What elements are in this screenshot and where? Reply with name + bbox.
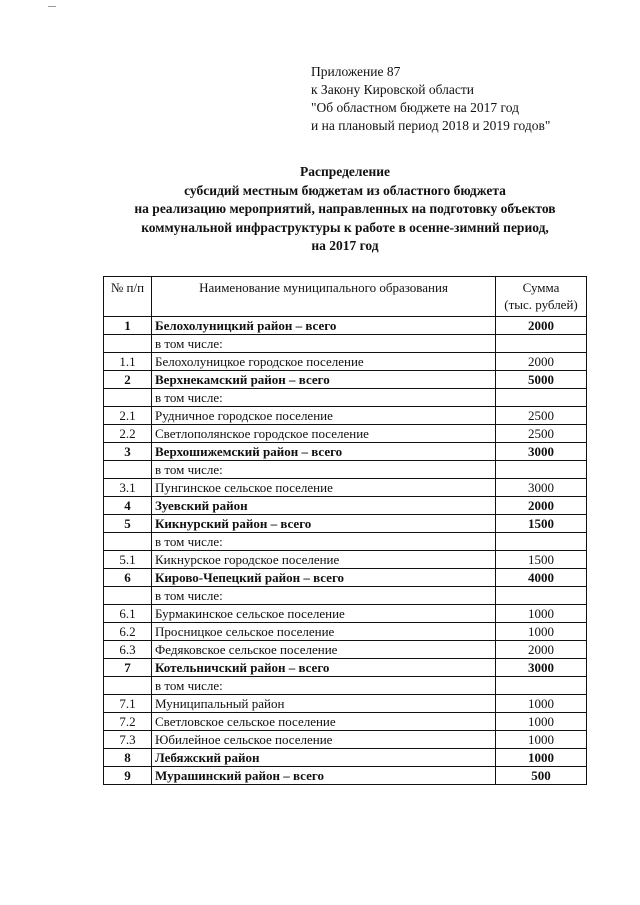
row-municipality: Белохолуницкий район – всего	[152, 317, 496, 335]
row-municipality: Юбилейное сельское поселение	[152, 731, 496, 749]
table-row	[104, 677, 587, 695]
row-number: 1	[104, 317, 152, 335]
row-amount: 3000	[496, 479, 587, 497]
row-amount: 2500	[496, 407, 587, 425]
row-municipality: в том числе:	[152, 533, 496, 551]
row-number: 8	[104, 749, 152, 767]
row-number: 3.1	[104, 479, 152, 497]
row-number: 2.1	[104, 407, 152, 425]
row-amount	[496, 587, 587, 605]
row-number	[104, 587, 152, 605]
row-amount	[496, 389, 587, 407]
row-municipality: Кирово-Чепецкий район – всего	[152, 569, 496, 587]
scan-mark	[48, 6, 56, 7]
table-row	[104, 317, 587, 335]
row-municipality: Бурмакинское сельское поселение	[152, 605, 496, 623]
table-row	[104, 659, 587, 677]
row-number: 2.2	[104, 425, 152, 443]
row-municipality: Зуевский район	[152, 497, 496, 515]
table-row	[104, 533, 587, 551]
appendix-line: "Об областном бюджете на 2017 год	[311, 100, 519, 115]
row-amount: 1000	[496, 695, 587, 713]
row-municipality: в том числе:	[152, 587, 496, 605]
header-amount-label: Сумма	[522, 280, 560, 295]
row-municipality: Кикнурский район – всего	[152, 515, 496, 533]
row-municipality: Мурашинский район – всего	[152, 767, 496, 785]
row-amount: 2000	[496, 317, 587, 335]
table-row	[104, 461, 587, 479]
table-row	[104, 731, 587, 749]
row-amount	[496, 335, 587, 353]
row-municipality: Муниципальный район	[152, 695, 496, 713]
row-number: 6.1	[104, 605, 152, 623]
title-line: Распределение	[299, 164, 391, 179]
header-municipality: Наименование муниципального образования	[152, 277, 496, 317]
table-row	[104, 389, 587, 407]
table-row	[104, 695, 587, 713]
table-row	[104, 551, 587, 569]
row-number: 6.2	[104, 623, 152, 641]
table-row	[104, 497, 587, 515]
row-number: 9	[104, 767, 152, 785]
row-number: 5.1	[104, 551, 152, 569]
row-amount	[496, 533, 587, 551]
header-number: № п/п	[104, 277, 152, 317]
row-number	[104, 461, 152, 479]
table-row	[104, 605, 587, 623]
table-row	[104, 569, 587, 587]
row-amount: 1000	[496, 731, 587, 749]
header-amount-unit: (тыс. рублей)	[504, 297, 578, 312]
title-line: коммунальной инфраструктуры к работе в осенне-зимний период,	[141, 219, 549, 235]
row-municipality: в том числе:	[152, 335, 496, 353]
row-municipality: в том числе:	[152, 389, 496, 407]
row-municipality: Рудничное городское поселение	[152, 407, 496, 425]
row-municipality: Верхнекамский район – всего	[152, 371, 496, 389]
appendix-line: к Закону Кировской области	[311, 82, 475, 97]
header-amount	[496, 277, 587, 317]
title-line: субсидий местным бюджетам из областного бюджета	[184, 182, 506, 198]
row-amount	[496, 677, 587, 695]
row-number: 3	[104, 443, 152, 461]
document-title	[100, 163, 590, 256]
row-amount: 1000	[496, 749, 587, 767]
row-municipality: Лебяжский район	[152, 749, 496, 767]
row-number: 5	[104, 515, 152, 533]
row-amount: 1000	[496, 713, 587, 731]
row-municipality: в том числе:	[152, 677, 496, 695]
table-row	[104, 749, 587, 767]
row-municipality: Верхошижемский район – всего	[152, 443, 496, 461]
appendix-line: Приложение 87	[311, 64, 401, 79]
title-line: на 2017 год	[311, 238, 379, 253]
table-row	[104, 767, 587, 785]
row-amount	[496, 461, 587, 479]
row-amount: 3000	[496, 443, 587, 461]
row-amount: 1500	[496, 515, 587, 533]
table-row	[104, 479, 587, 497]
row-municipality: Федяковское сельское поселение	[152, 641, 496, 659]
row-number	[104, 389, 152, 407]
row-municipality: Котельничский район – всего	[152, 659, 496, 677]
row-amount: 1000	[496, 623, 587, 641]
row-amount: 1500	[496, 551, 587, 569]
row-amount: 2500	[496, 425, 587, 443]
row-number	[104, 533, 152, 551]
row-amount: 2000	[496, 497, 587, 515]
row-number	[104, 677, 152, 695]
row-municipality: Белохолуницкое городское поселение	[152, 353, 496, 371]
row-amount: 3000	[496, 659, 587, 677]
row-number: 7	[104, 659, 152, 677]
table-row	[104, 515, 587, 533]
table-row	[104, 425, 587, 443]
row-municipality: Кикнурское городское поселение	[152, 551, 496, 569]
distribution-table	[103, 276, 587, 785]
row-amount: 4000	[496, 569, 587, 587]
row-amount: 2000	[496, 353, 587, 371]
appendix-line: и на плановый период 2018 и 2019 годов"	[311, 118, 551, 133]
table-row	[104, 443, 587, 461]
row-number: 1.1	[104, 353, 152, 371]
table-header-row	[104, 277, 587, 317]
row-number: 2	[104, 371, 152, 389]
row-amount: 5000	[496, 371, 587, 389]
row-amount: 2000	[496, 641, 587, 659]
table-row	[104, 587, 587, 605]
appendix-note	[311, 63, 550, 135]
row-municipality: Светловское сельское поселение	[152, 713, 496, 731]
table-row	[104, 713, 587, 731]
title-line: на реализацию мероприятий, направленных на подготовку объектов	[134, 201, 556, 216]
row-number: 7.3	[104, 731, 152, 749]
row-municipality: Светлополянское городское поселение	[152, 425, 496, 443]
row-amount: 500	[496, 767, 587, 785]
table-row	[104, 353, 587, 371]
table-body	[104, 317, 587, 785]
row-number: 6	[104, 569, 152, 587]
table-row	[104, 407, 587, 425]
row-number: 4	[104, 497, 152, 515]
table-row	[104, 623, 587, 641]
row-number: 7.2	[104, 713, 152, 731]
row-municipality: в том числе:	[152, 461, 496, 479]
row-municipality: Пунгинское сельское поселение	[152, 479, 496, 497]
row-amount: 1000	[496, 605, 587, 623]
row-number	[104, 335, 152, 353]
table-row	[104, 641, 587, 659]
row-number: 7.1	[104, 695, 152, 713]
row-municipality: Просницкое сельское поселение	[152, 623, 496, 641]
row-number: 6.3	[104, 641, 152, 659]
table-row	[104, 335, 587, 353]
table-row	[104, 371, 587, 389]
